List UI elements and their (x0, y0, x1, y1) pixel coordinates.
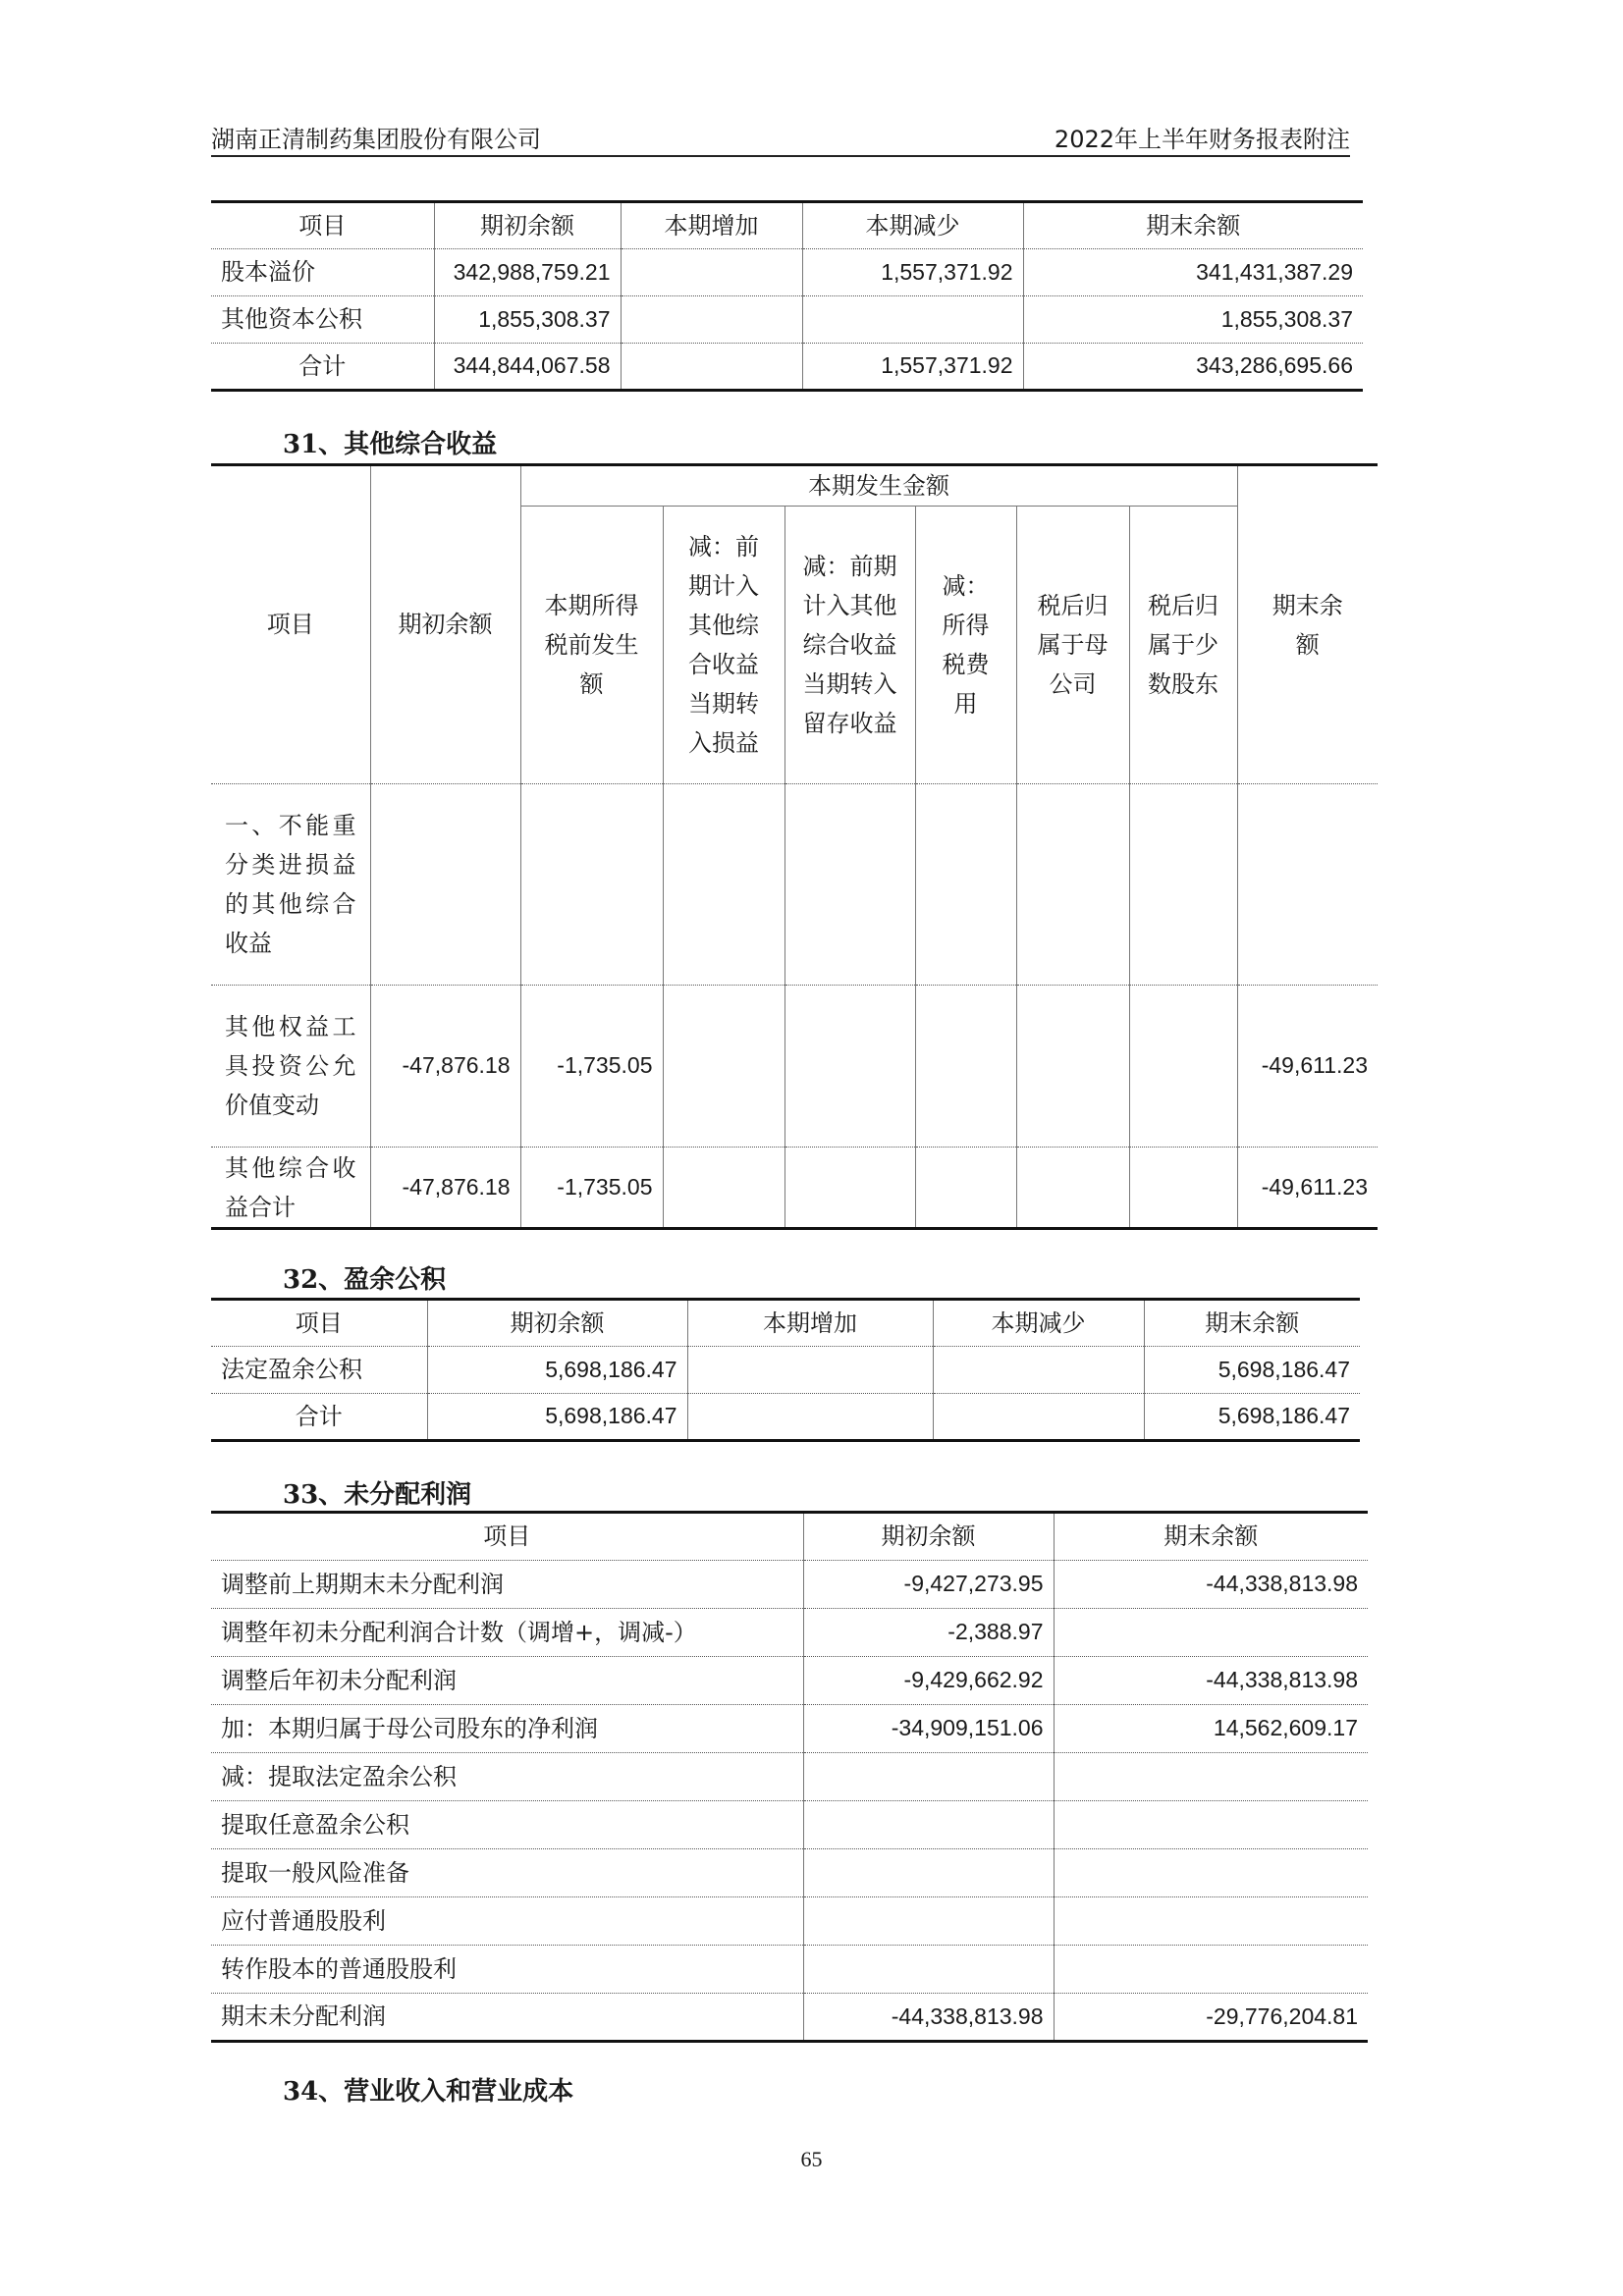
cell-value: 341,431,387.29 (1023, 249, 1363, 296)
column-header: 减：前期计入其他综合收益当期转入留存收益 (784, 507, 915, 784)
undistributed-profit-table (211, 1511, 1368, 2043)
column-header: 本期增加 (621, 202, 802, 249)
cell-value (1054, 1897, 1368, 1946)
row-label: 应付普通股股利 (211, 1897, 803, 1946)
section-title: 34、营业收入和营业成本 (283, 2077, 574, 2107)
row-label: 其他权益工具投资公允价值变动 (211, 986, 370, 1148)
cell-value: 5,698,186.47 (427, 1347, 687, 1394)
column-header: 本期所得税前发生额 (520, 507, 663, 784)
table-row (211, 1657, 1368, 1705)
column-header: 本期增加 (687, 1300, 933, 1347)
row-label: 其他综合收益合计 (211, 1148, 370, 1229)
cell-value (1016, 1148, 1129, 1229)
page-header (211, 116, 1350, 157)
cell-value: 1,557,371.92 (802, 344, 1023, 391)
capital-reserve-table (211, 200, 1363, 392)
cell-value: -1,735.05 (520, 1148, 663, 1229)
cell-value (1054, 1946, 1368, 1994)
row-label: 其他资本公积 (211, 296, 434, 344)
cell-value (1054, 1801, 1368, 1849)
row-label: 合计 (211, 1394, 427, 1441)
table-row (211, 1347, 1360, 1394)
cell-value (1129, 784, 1237, 986)
column-header: 期初余额 (803, 1513, 1054, 1561)
cell-value (520, 784, 663, 986)
cell-value (933, 1347, 1144, 1394)
cell-value (1054, 1753, 1368, 1801)
table-row (211, 1946, 1368, 1994)
row-label: 调整年初未分配利润合计数（调增+，调减-） (211, 1609, 803, 1657)
column-header: 期末余额 (1054, 1513, 1368, 1561)
cell-value: -2,388.97 (803, 1609, 1054, 1657)
cell-value (621, 249, 802, 296)
row-label: 提取一般风险准备 (211, 1849, 803, 1897)
cell-value: -9,427,273.95 (803, 1561, 1054, 1609)
column-header: 项目 (211, 1300, 427, 1347)
cell-value (803, 1946, 1054, 1994)
cell-value: -34,909,151.06 (803, 1705, 1054, 1753)
cell-value (663, 784, 784, 986)
column-header: 减：前期计入其他综合收益当期转入损益 (663, 507, 784, 784)
row-label: 调整前上期期末未分配利润 (211, 1561, 803, 1609)
column-header: 期初余额 (370, 465, 520, 784)
row-label: 期末未分配利润 (211, 1994, 803, 2042)
cell-value (1129, 1148, 1237, 1229)
cell-value: 14,562,609.17 (1054, 1705, 1368, 1753)
page-number: 65 (800, 2147, 823, 2171)
row-label: 提取任意盈余公积 (211, 1801, 803, 1849)
cell-value (1016, 986, 1129, 1148)
row-label: 减：提取法定盈余公积 (211, 1753, 803, 1801)
group-header: 本期发生金额 (520, 465, 1237, 507)
surplus-reserve-table (211, 1298, 1360, 1442)
column-header: 本期减少 (802, 202, 1023, 249)
column-header: 期末余额 (1023, 202, 1363, 249)
cell-value: 5,698,186.47 (1144, 1347, 1360, 1394)
table-row (211, 1609, 1368, 1657)
cell-value (802, 296, 1023, 344)
cell-value: 1,855,308.37 (1023, 296, 1363, 344)
table-row (211, 344, 1363, 391)
cell-value: -47,876.18 (370, 1148, 520, 1229)
row-label: 股本溢价 (211, 249, 434, 296)
cell-value (915, 784, 1016, 986)
table-row (211, 296, 1363, 344)
cell-value (1054, 1849, 1368, 1897)
row-label: 加：本期归属于母公司股东的净利润 (211, 1705, 803, 1753)
cell-value: -49,611.23 (1237, 1148, 1378, 1229)
cell-value (803, 1801, 1054, 1849)
row-label: 调整后年初未分配利润 (211, 1657, 803, 1705)
column-header: 项目 (211, 1513, 803, 1561)
cell-value: -29,776,204.81 (1054, 1994, 1368, 2042)
document-title: 2022年上半年财务报表附注 (1054, 126, 1350, 153)
company-name: 湖南正清制药集团股份有限公司 (211, 126, 541, 153)
column-header: 项目 (211, 465, 370, 784)
table-row (211, 986, 1378, 1148)
cell-value: 5,698,186.47 (1144, 1394, 1360, 1441)
cell-value (784, 1148, 915, 1229)
cell-value: -44,338,813.98 (1054, 1561, 1368, 1609)
table-row (211, 1394, 1360, 1441)
cell-value: -9,429,662.92 (803, 1657, 1054, 1705)
table-row (211, 1897, 1368, 1946)
cell-value (663, 1148, 784, 1229)
row-label: 一、不能重分类进损益的其他综合收益 (211, 784, 370, 986)
column-header: 期初余额 (427, 1300, 687, 1347)
cell-value (915, 1148, 1016, 1229)
cell-value (803, 1849, 1054, 1897)
cell-value (933, 1394, 1144, 1441)
cell-value: 344,844,067.58 (434, 344, 621, 391)
table-row (211, 1994, 1368, 2042)
cell-value (687, 1394, 933, 1441)
cell-value: 1,855,308.37 (434, 296, 621, 344)
cell-value: 1,557,371.92 (802, 249, 1023, 296)
table-row (211, 1849, 1368, 1897)
section-title: 32、盈余公积 (283, 1265, 447, 1295)
cell-value (1054, 1609, 1368, 1657)
cell-value (687, 1347, 933, 1394)
table-row (211, 1801, 1368, 1849)
column-header: 税后归属于母公司 (1016, 507, 1129, 784)
cell-value: 342,988,759.21 (434, 249, 621, 296)
column-header: 税后归属于少数股东 (1129, 507, 1237, 784)
cell-value (1129, 986, 1237, 1148)
column-header: 期末余额 (1144, 1300, 1360, 1347)
cell-value (621, 344, 802, 391)
cell-value: 343,286,695.66 (1023, 344, 1363, 391)
cell-value (803, 1753, 1054, 1801)
table-row (211, 249, 1363, 296)
row-label: 转作股本的普通股股利 (211, 1946, 803, 1994)
cell-value (370, 784, 520, 986)
table-row (211, 784, 1378, 986)
cell-value (1237, 784, 1378, 986)
row-label: 法定盈余公积 (211, 1347, 427, 1394)
cell-value (784, 986, 915, 1148)
cell-value: -44,338,813.98 (803, 1994, 1054, 2042)
table-row (211, 1753, 1368, 1801)
column-header: 本期减少 (933, 1300, 1144, 1347)
table-row (211, 1561, 1368, 1609)
cell-value: -47,876.18 (370, 986, 520, 1148)
cell-value: -49,611.23 (1237, 986, 1378, 1148)
cell-value: -1,735.05 (520, 986, 663, 1148)
cell-value (784, 784, 915, 986)
cell-value (1016, 784, 1129, 986)
cell-value: 5,698,186.47 (427, 1394, 687, 1441)
table-row (211, 1705, 1368, 1753)
section-title: 31、其他综合收益 (283, 430, 498, 459)
cell-value (915, 986, 1016, 1148)
column-header: 期末余额 (1237, 465, 1378, 784)
row-label: 合计 (211, 344, 434, 391)
column-header: 期初余额 (434, 202, 621, 249)
cell-value (803, 1897, 1054, 1946)
section-title: 33、未分配利润 (283, 1480, 472, 1510)
cell-value (663, 986, 784, 1148)
cell-value (621, 296, 802, 344)
table-row (211, 1148, 1378, 1229)
cell-value: -44,338,813.98 (1054, 1657, 1368, 1705)
column-header: 减：所得税费用 (915, 507, 1016, 784)
other-comprehensive-income-table (211, 463, 1378, 1230)
column-header: 项目 (211, 202, 434, 249)
